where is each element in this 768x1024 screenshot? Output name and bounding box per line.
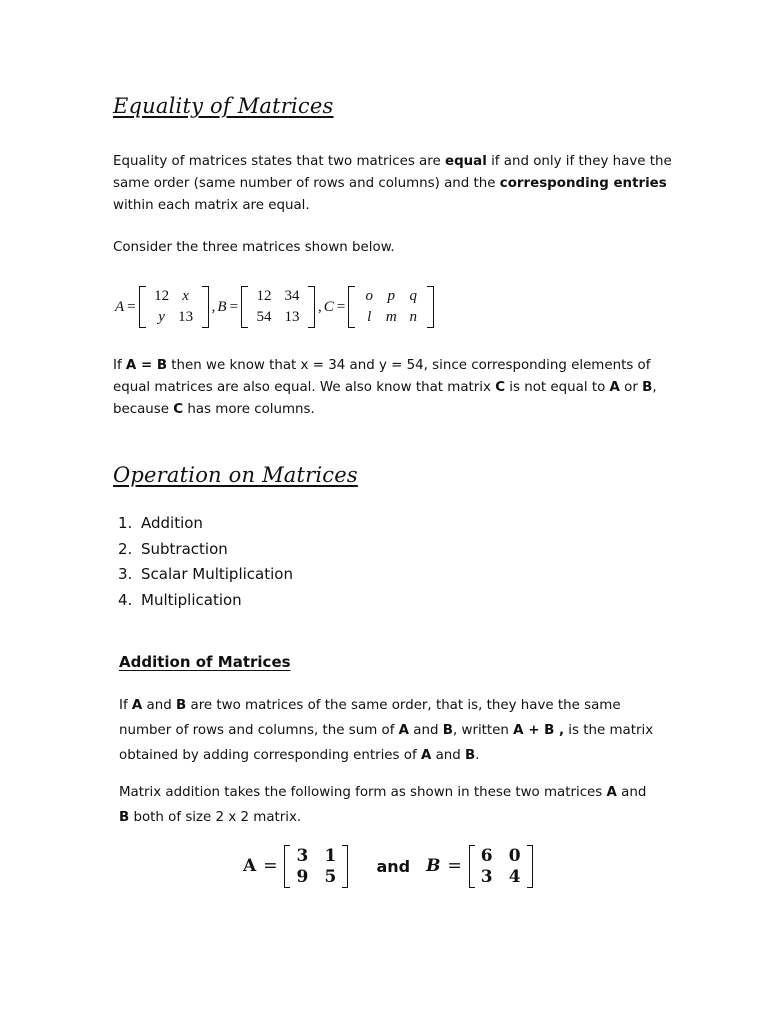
list-item: 1. Addition [118, 514, 203, 532]
operations-list [118, 511, 293, 614]
example-matrix-a-label: A [243, 856, 257, 876]
list-item: 2. Subtraction [118, 539, 228, 558]
section-title-addition: Addition of Matrices [119, 653, 291, 671]
example-matrix-a: 3 1 9 5 [284, 845, 348, 888]
list-item: 3. Scalar Multiplication [118, 565, 293, 584]
matrix-c: o p q l m n [348, 286, 434, 328]
equality-explanation-paragraph: If A = B then we know that x = 34 and y = 54, since corresponding elements of equal matrices are also equal. We also know that matrix C is not equal to A or B, because C has more columns. [113, 358, 657, 417]
list-item: 4. Multiplication [118, 591, 242, 610]
consider-matrices-paragraph: Consider the three matrices shown below. [113, 240, 395, 255]
matrix-c-label: C [323, 298, 334, 315]
matrix-a-label: A [115, 298, 125, 315]
matrices-abc-equation: A = 12 x y 13 , B = 12 34 54 13 , C = o p q l m n [115, 281, 434, 333]
equality-definition-paragraph: Equality of matrices states that two matrices are equal if and only if they have the same order (same number of rows and columns) and the corresponding entries within each matrix are equal. [113, 154, 672, 213]
matrix-b-label: B [217, 298, 227, 315]
addition-form-paragraph: Matrix addition takes the following form as shown in these two matrices A and B both of size 2 x 2 matrix. [119, 785, 647, 825]
addition-definition-paragraph: If A and B are two matrices of the same order, that is, they have the same number of rows and columns, the sum of A and B, written A + B , is the matrix obtained by adding corresponding entries of A and B. [119, 698, 654, 763]
and-word: and [376, 856, 411, 876]
section-title-operations: Operation on Matrices [113, 463, 358, 487]
matrix-a: 12 x y 13 [139, 286, 209, 328]
example-matrix-b-label: B [426, 856, 441, 876]
example-matrix-b: 6 0 3 4 [469, 845, 533, 888]
section-title-equality: Equality of Matrices [113, 94, 334, 118]
addition-example-equation: A = 3 1 9 5 and B = 6 0 3 4 [243, 845, 533, 887]
matrix-b: 12 34 54 13 [241, 286, 315, 328]
